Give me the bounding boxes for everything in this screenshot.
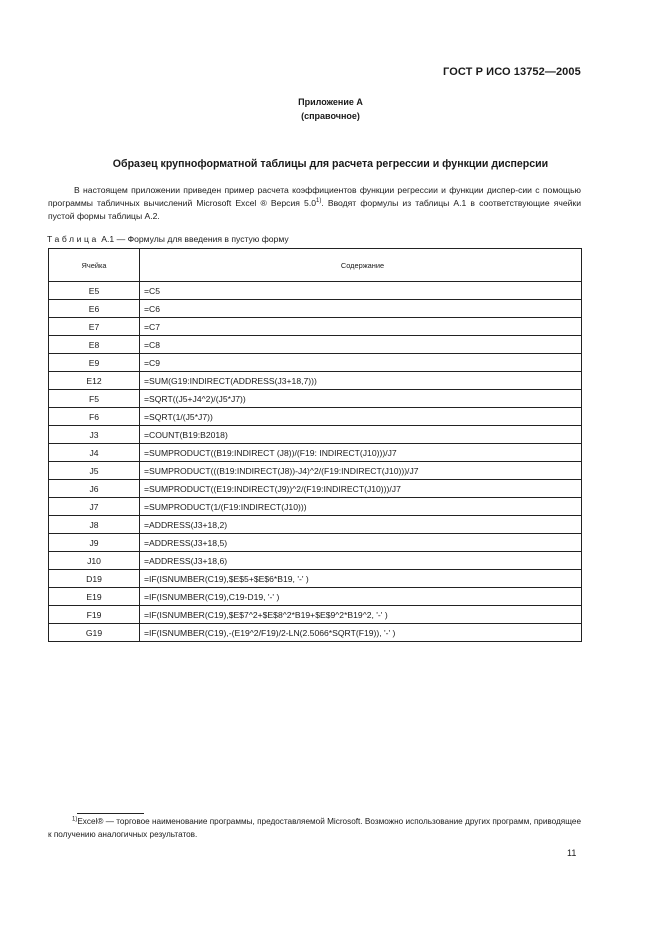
table-row	[49, 552, 582, 570]
table-row	[49, 606, 582, 624]
cell-reference: F19	[49, 606, 140, 624]
cell-reference: D19	[49, 570, 140, 588]
table-row	[49, 336, 582, 354]
formulas-table	[48, 248, 582, 642]
cell-reference: E5	[49, 282, 140, 300]
table-row	[49, 498, 582, 516]
formula-content: =COUNT(B19:B2018)	[140, 426, 582, 444]
formula-content: =C8	[140, 336, 582, 354]
table-row	[49, 390, 582, 408]
cell-reference: E6	[49, 300, 140, 318]
table-row	[49, 372, 582, 390]
table-row	[49, 408, 582, 426]
cell-reference: J3	[49, 426, 140, 444]
formula-content: =SUMPRODUCT(1/(F19:INDIRECT(J10)))	[140, 498, 582, 516]
cell-reference: F5	[49, 390, 140, 408]
formula-content: =SQRT((J5+J4^2)/(J5*J7))	[140, 390, 582, 408]
table-row	[49, 624, 582, 642]
standard-number: ГОСТ Р ИСО 13752—2005	[443, 66, 581, 78]
section-title: Образец крупноформатной таблицы для расчета регрессии и функции дисперсии	[112, 158, 549, 170]
cell-reference: J8	[49, 516, 140, 534]
footnote	[48, 815, 581, 841]
formula-content: =IF(ISNUMBER(C19),$E$5+$E$6*B19, '-' )	[140, 570, 582, 588]
table-row	[49, 354, 582, 372]
cell-reference: J9	[49, 534, 140, 552]
appendix-title: Приложение А	[298, 97, 363, 107]
footnote-text: Excel® — торговое наименование программы, предоставляемой Microsoft. Возможно использование других программ, приводящее к получению аналогичных результатов.	[48, 817, 581, 839]
formula-content: =C9	[140, 354, 582, 372]
table-caption	[47, 234, 289, 244]
formula-content: =SUMPRODUCT((B19:INDIRECT (J8))/(F19: INDIRECT(J10)))/J7	[140, 444, 582, 462]
intro-text-part1: В настоящем приложении приведен пример расчета коэффициентов функции регрессии и функции диспер-сии с помощью программы табличных вычислений Microsoft Excel ® Версия 5.0	[48, 185, 581, 208]
appendix-subtitle: (справочное)	[301, 111, 360, 121]
cell-reference: E8	[49, 336, 140, 354]
table-row	[49, 516, 582, 534]
table-row	[49, 282, 582, 300]
cell-reference: E12	[49, 372, 140, 390]
formula-content: =SQRT(1/(J5*J7))	[140, 408, 582, 426]
formula-content: =IF(ISNUMBER(C19),-(E19^2/F19)/2-LN(2.5066*SQRT(F19)), '-' )	[140, 624, 582, 642]
formula-content: =SUM(G19:INDIRECT(ADDRESS(J3+18,7)))	[140, 372, 582, 390]
header-cell-column: Ячейка	[49, 249, 140, 282]
cell-reference: G19	[49, 624, 140, 642]
cell-reference: J7	[49, 498, 140, 516]
cell-reference: J6	[49, 480, 140, 498]
formula-content: =C6	[140, 300, 582, 318]
page-number: 11	[567, 848, 577, 858]
formula-content: =SUMPRODUCT(((B19:INDIRECT(J8))-J4)^2/(F19:INDIRECT(J10)))/J7	[140, 462, 582, 480]
table-header-row	[49, 249, 582, 282]
intro-text-part2: . Вводят формулы из таблицы А.1 в соответствующие ячейки пустой формы таблицы А.2.	[48, 198, 581, 221]
table-row	[49, 588, 582, 606]
footnote-reference: 1)	[316, 198, 322, 205]
table-row	[49, 318, 582, 336]
formula-content: =ADDRESS(J3+18,6)	[140, 552, 582, 570]
cell-reference: E19	[49, 588, 140, 606]
formula-content: =C7	[140, 318, 582, 336]
table-row	[49, 426, 582, 444]
footnote-marker: 1)	[72, 816, 78, 823]
formula-content: =ADDRESS(J3+18,5)	[140, 534, 582, 552]
formula-content: =IF(ISNUMBER(C19),$E$7^2+$E$8^2*B19+$E$9^2*B19^2, '-' )	[140, 606, 582, 624]
formula-content: =SUMPRODUCT((E19:INDIRECT(J9))^2/(F19:INDIRECT(J10)))/J7	[140, 480, 582, 498]
formula-content: =C5	[140, 282, 582, 300]
table-row	[49, 300, 582, 318]
table-row	[49, 534, 582, 552]
cell-reference: E7	[49, 318, 140, 336]
cell-reference: J5	[49, 462, 140, 480]
footnote-divider	[77, 813, 144, 814]
cell-reference: J10	[49, 552, 140, 570]
table-row	[49, 480, 582, 498]
table-caption-label: Таблица	[47, 234, 99, 244]
intro-paragraph	[48, 184, 581, 223]
table-row	[49, 570, 582, 588]
table-row	[49, 444, 582, 462]
formula-content: =ADDRESS(J3+18,2)	[140, 516, 582, 534]
cell-reference: F6	[49, 408, 140, 426]
formula-content: =IF(ISNUMBER(C19),C19-D19, '-' )	[140, 588, 582, 606]
table-caption-text: А.1 — Формулы для введения в пустую форму	[101, 234, 289, 244]
table-row	[49, 462, 582, 480]
cell-reference: E9	[49, 354, 140, 372]
header-content-column: Содержание	[140, 249, 582, 282]
cell-reference: J4	[49, 444, 140, 462]
